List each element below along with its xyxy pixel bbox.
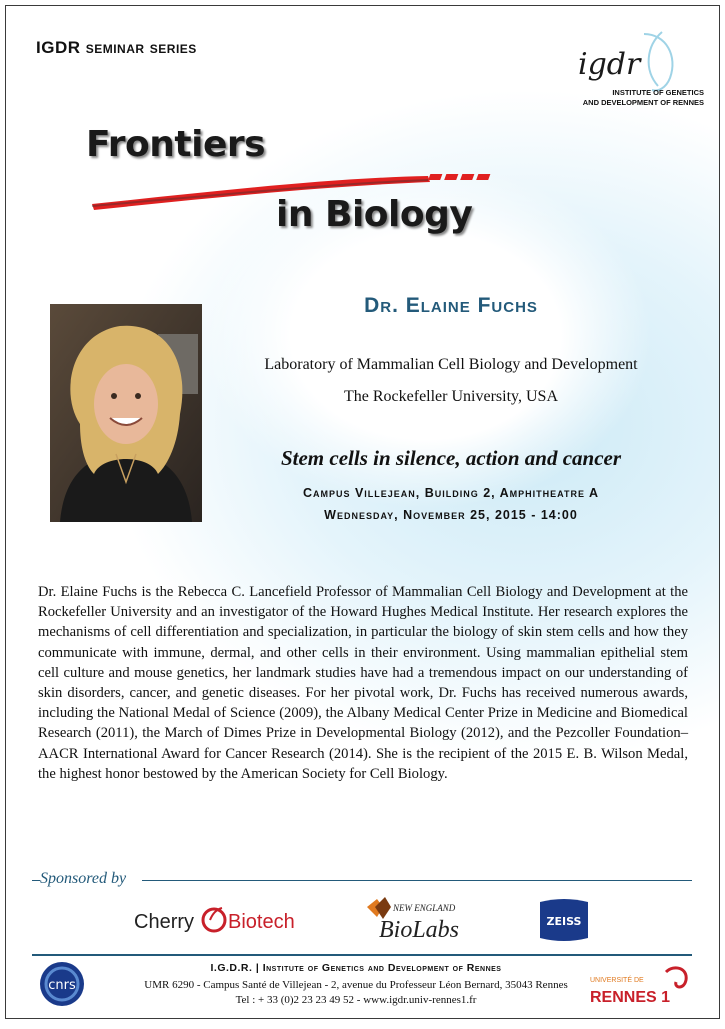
cherry-logo-right: Biotech	[228, 911, 295, 933]
cnrs-logo	[38, 960, 86, 1008]
talk-location: Campus Villejean, Building 2, Amphitheatre A	[302, 486, 600, 500]
rennes-logo-bottom: RENNES 1	[590, 989, 671, 1006]
neb-logo-top: NEW ENGLAND	[393, 903, 456, 913]
speaker-bio: Dr. Elaine Fuchs is the Rebecca C. Lancefield Professor of Mammalian Cell Biology and Development at the Rockefeller University and an investigator of the Howard Hughes Medical Institute. Her research explores the mechanisms of cell differentiation and specialization, in particular the biology of skin stem cells and how they communicate with immune, dermal, and other cells in their environment. Using mammalian epithelial stem cell culture and mouse genetics, her landmark studies have had a tremendous impact on our understanding of skin disorders, cancer, and genetic diseases. For her pivotal work, Dr. Fuchs has received numerous awards, including the National Medal of Science (2009), the Albany Medical Center Prize in Medicine and Biomedical Research (2011), the March of Dimes Prize in Developmental Biology (2012), and the Pezcoller Foundation–AACR International Award for Cancer Research (2014). She is the recipient of the 2015 E. B. Wilson Medal, the highest honor bestowed by the American Society for Cell Biology.	[38, 584, 688, 782]
speaker-photo	[50, 304, 202, 522]
igdr-logo	[566, 26, 686, 96]
series-title: IGDR seminar series	[36, 38, 197, 57]
neb-logo-bottom: BioLabs	[379, 917, 460, 943]
zeiss-logo	[538, 896, 590, 944]
zeiss-logo-text: ZEISS	[546, 915, 582, 928]
rennes-university-logo	[584, 962, 696, 1008]
speaker-lab: Laboratory of Mammalian Cell Biology and Development	[264, 356, 638, 373]
talk-title: Stem cells in silence, action and cancer	[280, 446, 622, 470]
cherry-logo-left: Cherry	[134, 911, 195, 933]
institute-line-1: INSTITUTE OF GENETICS	[612, 88, 704, 97]
sponsor-divider-right	[142, 880, 692, 881]
cherry-biotech-logo	[134, 900, 304, 940]
footer-institute: I.G.D.R. | Institute of Genetics and Development of Rennes	[210, 962, 502, 974]
speaker-university: The Rockefeller University, USA	[343, 388, 558, 405]
cnrs-logo-text: cnrs	[48, 978, 76, 993]
igdr-logo-text: igdr	[578, 47, 641, 82]
institute-line-2: AND DEVELOPMENT OF RENNES	[582, 98, 704, 107]
sponsor-divider-left	[32, 880, 40, 881]
footer-divider	[32, 954, 692, 956]
footer-contact: Tel : + 33 (0)2 23 23 49 52 - www.igdr.univ-rennes1.fr	[235, 994, 477, 1006]
seminar-poster	[5, 5, 720, 1019]
sponsored-by-label: Sponsored by	[40, 870, 127, 887]
rennes-logo-top: UNIVERSITÉ DE	[590, 977, 644, 984]
footer-address: UMR 6290 - Campus Santé de Villejean - 2, avenue du Professeur Léon Bernard, 35043 Rennes	[144, 979, 568, 991]
speaker-name: Dr. Elaine Fuchs	[364, 294, 538, 317]
talk-datetime: Wednesday, November 25, 2015 - 14:00	[324, 508, 578, 522]
institute-name	[526, 88, 704, 108]
neb-logo	[361, 893, 471, 945]
title-line-1: Frontiers	[86, 124, 266, 165]
title-line-2: in Biology	[276, 194, 473, 235]
